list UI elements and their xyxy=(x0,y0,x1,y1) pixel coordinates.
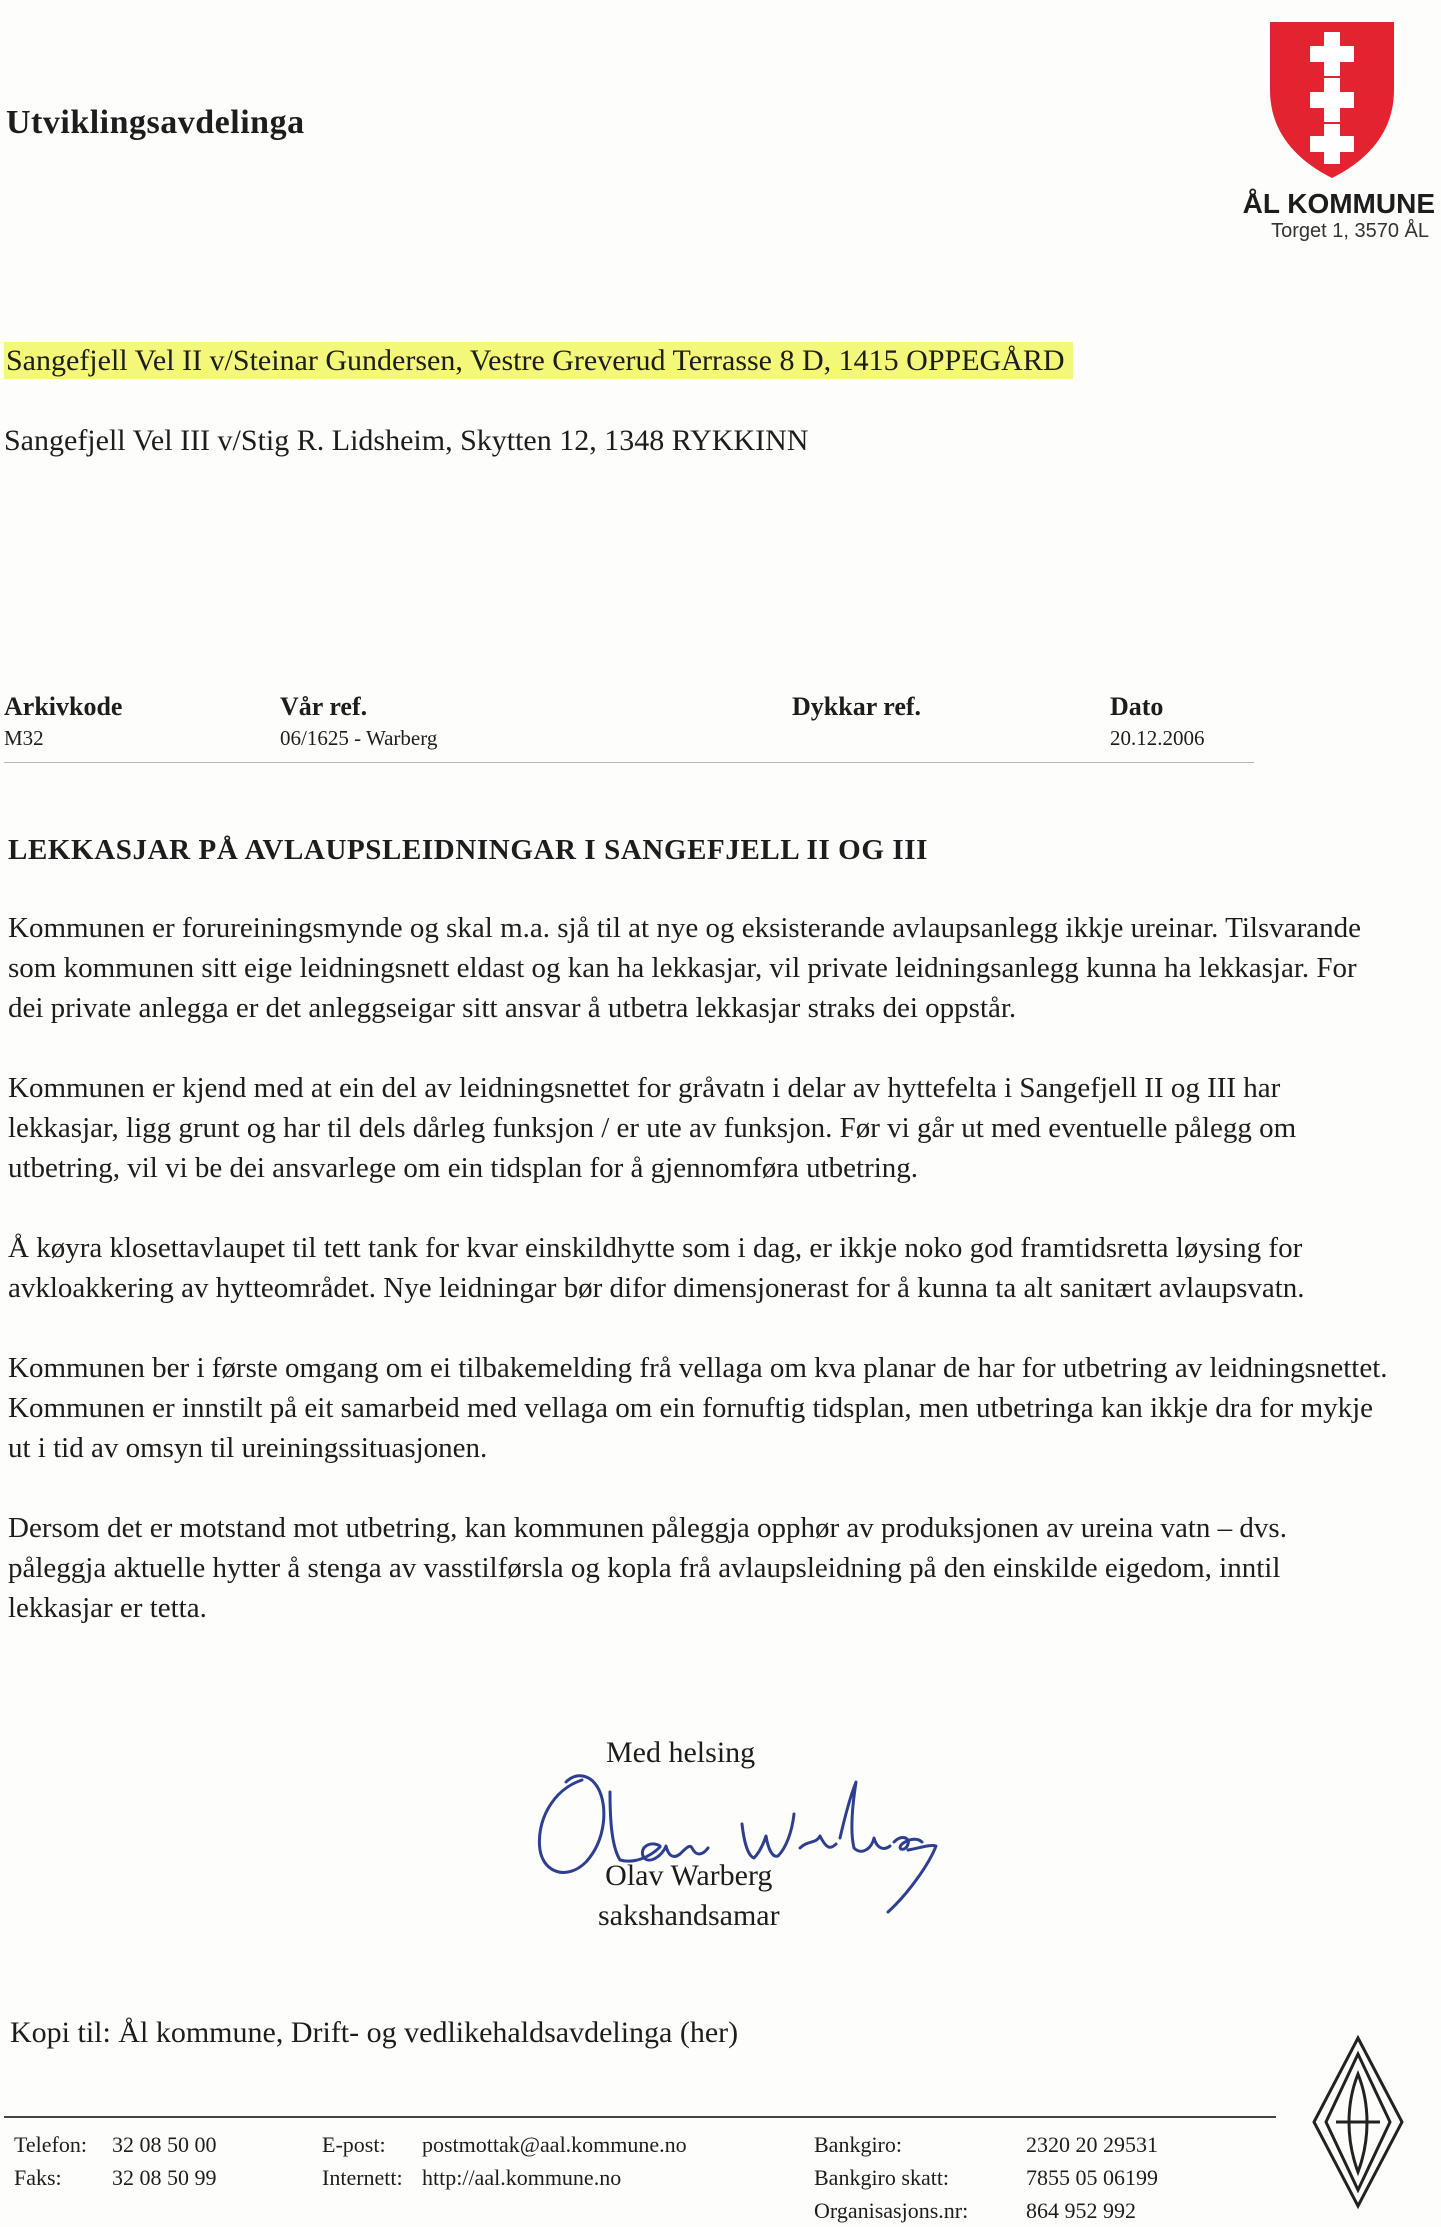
letter-subject: LEKKASJAR PÅ AVLAUPSLEIDNINGAR I SANGEFJELL II OG III xyxy=(8,834,928,866)
department-name: Utviklingsavdelinga xyxy=(6,104,305,141)
phone-number: 32 08 50 00 xyxy=(112,2132,217,2157)
meta-divider xyxy=(4,762,1254,763)
copy-to: Kopi til: Ål kommune, Drift- og vedlikehaldsavdelinga (her) xyxy=(10,2016,739,2049)
fax-number: 32 08 50 99 xyxy=(112,2165,217,2190)
paragraph: Kommunen er forureiningsmynde og skal m.a. sjå til at nye og eksisterande avlaupsanlegg ikkje ureinar. Tilsvarande som kommunen sitt eige leidningsnett eldast og kan ha lekkasjar, vil private leidningsanlegg kunna ha lekkasjar. For dei private anlegga er det anleggseigar sitt ansvar å utbetra lekkasjar straks dei oppstår. xyxy=(8,912,1362,1024)
municipality-address: Torget 1, 3570 ÅL xyxy=(1271,220,1429,242)
footer-web-labels xyxy=(322,2128,403,2194)
fax-label: Faks: xyxy=(14,2165,62,2190)
footer-bank-labels xyxy=(814,2128,968,2227)
paragraph: Å køyra klosettavlaupet til tett tank for kvar einskildhytte som i dag, er ikkje noko god framtidsretta løysing for avkloakkering av hytteområdet. Nye leidningar bør difor dimensjonerast for å kunna ta alt sanitært avlaupsvatn. xyxy=(8,1232,1305,1304)
web-label: Internett: xyxy=(322,2165,403,2190)
recipient-1-text: Sangefjell Vel II v/Steinar Gundersen, Vestre Greverud Terrasse 8 D, 1415 OPPEGÅRD xyxy=(4,342,1073,379)
certification-emblem-icon xyxy=(1310,2034,1406,2209)
date-value: 20.12.2006 xyxy=(1110,726,1205,750)
letter-body xyxy=(8,908,1388,1668)
recipient-2: Sangefjell Vel III v/Stig R. Lidsheim, Skytten 12, 1348 RYKKINN xyxy=(4,424,809,457)
date-label: Dato xyxy=(1110,692,1164,721)
org-number-label: Organisasjons.nr: xyxy=(814,2198,969,2223)
archive-code-label: Arkivkode xyxy=(4,692,123,721)
archive-code-value: M32 xyxy=(4,726,44,750)
our-ref-value: 06/1625 - Warberg xyxy=(280,726,438,750)
paragraph: Kommunen er kjend med at ein del av leidningsnettet for gråvatn i delar av hyttefelta i Sangefjell II og III har lekkasjar, ligg grunt og har til dels dårleg funksjon / er ute av funksjon. Før vi går ut med eventuelle pålegg om utbetring, vil vi be dei ansvarlege om ein tidsplan for å gjennomføra utbetring. xyxy=(8,1072,1297,1184)
signer-title: sakshandsamar xyxy=(598,1899,780,1932)
paragraph: Dersom det er motstand mot utbetring, kan kommunen påleggja opphør av produksjonen av ureina vatn – dvs. påleggja aktuelle hytter å stenga av vasstilførsla og kopla frå avlaupsleidning på den einskilde eigedom, inntil lekkasjar er tetta. xyxy=(8,1512,1287,1624)
email-label: E-post: xyxy=(322,2132,386,2157)
municipality-coat-of-arms-icon xyxy=(1268,20,1396,180)
our-ref-label: Vår ref. xyxy=(280,692,368,721)
footer-bank-values xyxy=(1026,2128,1158,2227)
footer-divider xyxy=(4,2116,1276,2118)
paragraph: Kommunen ber i første omgang om ei tilbakemelding frå vellaga om kva planar de har for utbetring av leidningsnettet. Kommunen er innstilt på eit samarbeid med vellaga om ein fornuftig tidsplan, men utbetringa kan ikkje dra for mykje ut i tid av omsyn til ureiningssituasjonen. xyxy=(8,1352,1388,1464)
closing-greeting: Med helsing xyxy=(606,1736,756,1769)
bank-giro-number: 2320 20 29531 xyxy=(1026,2132,1158,2157)
your-ref-label: Dykkar ref. xyxy=(792,692,922,721)
municipality-name: ÅL KOMMUNE xyxy=(1242,188,1435,219)
footer-web-values xyxy=(422,2128,687,2194)
recipient-1 xyxy=(4,344,1073,378)
signer-block xyxy=(598,1856,780,1936)
footer-contact-values xyxy=(112,2128,217,2194)
bank-giro-label: Bankgiro: xyxy=(814,2132,902,2157)
phone-label: Telefon: xyxy=(14,2132,87,2157)
footer-contact-labels xyxy=(14,2128,87,2194)
org-number: 864 952 992 xyxy=(1026,2198,1136,2223)
tax-giro-number: 7855 05 06199 xyxy=(1026,2165,1158,2190)
tax-giro-label: Bankgiro skatt: xyxy=(814,2165,950,2190)
signer-name: Olav Warberg xyxy=(605,1859,773,1892)
website-link[interactable]: http://aal.kommune.no xyxy=(422,2165,622,2190)
email-address[interactable]: postmottak@aal.kommune.no xyxy=(422,2132,687,2157)
